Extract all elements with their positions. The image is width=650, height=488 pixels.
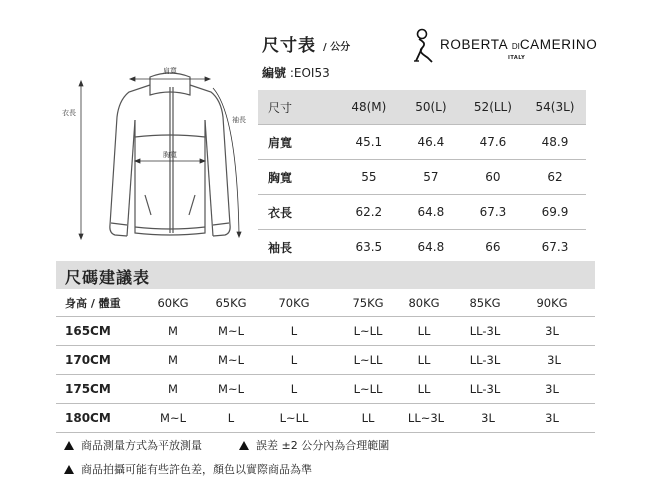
brand-country: ITALY (508, 55, 526, 61)
row-label: 肩寬 (268, 135, 293, 150)
note-text: 商品拍攝可能有些許色差，顏色以實際商品為準 (81, 463, 312, 476)
table-cell: 62 (547, 170, 563, 184)
table-cell: LL (361, 411, 375, 425)
note-text: 商品測量方式為平放測量 (81, 439, 202, 452)
recommendation-table (56, 290, 595, 433)
row-label: 胸寬 (268, 170, 293, 185)
table-row (258, 160, 586, 195)
table-cell: 57 (423, 170, 439, 184)
table-cell: L~LL (353, 324, 383, 338)
table-cell: 48.9 (541, 135, 569, 149)
page-title: 尺寸表 (262, 36, 316, 56)
shoulder-label: 肩寬 (163, 67, 177, 75)
table-cell: LL (417, 353, 431, 367)
table-row (56, 375, 595, 404)
size-header-3l: 54(3L) (535, 100, 575, 114)
table-cell: LL-3L (469, 324, 501, 338)
triangle-icon (239, 441, 249, 450)
height-weight-label: 身高 / 體重 (65, 297, 121, 310)
note-measurement (64, 437, 202, 453)
brand-name-part2: CAMERINO (519, 37, 598, 52)
row-label: 衣長 (268, 205, 293, 220)
table-cell: LL-3L (469, 382, 501, 396)
table-row (56, 346, 595, 375)
table-cell: LL (417, 382, 431, 396)
table-cell: L (227, 411, 235, 425)
product-code-value: :EOI53 (289, 66, 330, 80)
size-header-label: 尺寸 (268, 100, 293, 115)
brand-name-di: DI (511, 42, 520, 51)
table-cell: L~LL (279, 411, 309, 425)
table-cell: 64.8 (417, 240, 445, 254)
table-cell: 45.1 (355, 135, 383, 149)
table-cell: L (290, 382, 298, 396)
table-cell: M~L (218, 382, 244, 396)
weight-header: 60KG (157, 296, 189, 310)
row-label: 袖長 (268, 240, 293, 255)
note-text: 誤差 ±2 公分內為合理範圍 (256, 439, 390, 452)
table-row (258, 125, 586, 160)
product-code-label: 編號 (262, 66, 287, 80)
table-cell: 3L (481, 411, 495, 425)
sleeve-label: 袖長 (232, 116, 246, 124)
table-cell: 64.8 (417, 205, 445, 219)
table-cell: 3L (545, 382, 559, 396)
table-cell: 60 (485, 170, 501, 184)
table-cell: M~L (218, 353, 244, 367)
height-label: 170CM (65, 353, 111, 367)
note-color (64, 461, 312, 477)
weight-header: 85KG (469, 296, 501, 310)
size-header-m: 48(M) (351, 100, 387, 114)
height-label: 175CM (65, 382, 111, 396)
table-cell: 3L (545, 411, 559, 425)
table-cell: LL-3L (469, 353, 501, 367)
weight-header: 65KG (215, 296, 247, 310)
note-tolerance (239, 437, 389, 453)
weight-header: 90KG (536, 296, 568, 310)
length-label: 衣長 (62, 109, 76, 117)
brand-name-part1: ROBERTA (440, 37, 508, 52)
table-cell: 47.6 (479, 135, 507, 149)
brand-logo-icon (410, 28, 436, 64)
size-table-header (258, 90, 586, 125)
table-cell: L~LL (353, 382, 383, 396)
table-cell: 62.2 (355, 205, 383, 219)
triangle-icon (64, 465, 74, 474)
table-cell: 69.9 (541, 205, 569, 219)
table-cell: L (290, 324, 298, 338)
recommendation-title: 尺碼建議表 (65, 268, 151, 287)
chest-label: 胸寬 (163, 151, 177, 159)
table-cell: LL~3L (407, 411, 445, 425)
table-cell: L~LL (353, 353, 383, 367)
table-row (258, 230, 586, 265)
table-cell: LL (417, 324, 431, 338)
size-table (258, 90, 586, 265)
product-code (262, 64, 330, 81)
unit-label: / 公分 (323, 42, 351, 53)
table-cell: M~L (218, 324, 244, 338)
weight-header: 75KG (352, 296, 384, 310)
table-cell: 63.5 (355, 240, 383, 254)
table-cell: L (290, 353, 298, 367)
triangle-icon (64, 441, 74, 450)
table-cell: M (168, 353, 178, 367)
table-cell: 3L (545, 324, 559, 338)
weight-header: 80KG (408, 296, 440, 310)
table-cell: 67.3 (541, 240, 569, 254)
table-row (56, 317, 595, 346)
table-cell: M~L (160, 411, 186, 425)
height-label: 180CM (65, 411, 111, 425)
table-row (258, 195, 586, 230)
table-cell: M (168, 324, 178, 338)
recommendation-header (56, 290, 595, 317)
table-cell: 67.3 (479, 205, 507, 219)
height-label: 165CM (65, 324, 111, 338)
table-cell: 55 (361, 170, 377, 184)
brand-name (440, 37, 597, 52)
weight-header: 70KG (278, 296, 310, 310)
table-row (56, 404, 595, 433)
size-header-l: 50(L) (415, 100, 447, 114)
table-cell: 66 (485, 240, 501, 254)
size-header-ll: 52(LL) (473, 100, 512, 114)
jacket-diagram (55, 55, 260, 255)
table-cell: 46.4 (417, 135, 445, 149)
table-cell: M (168, 382, 178, 396)
table-cell: 3L (547, 353, 561, 367)
